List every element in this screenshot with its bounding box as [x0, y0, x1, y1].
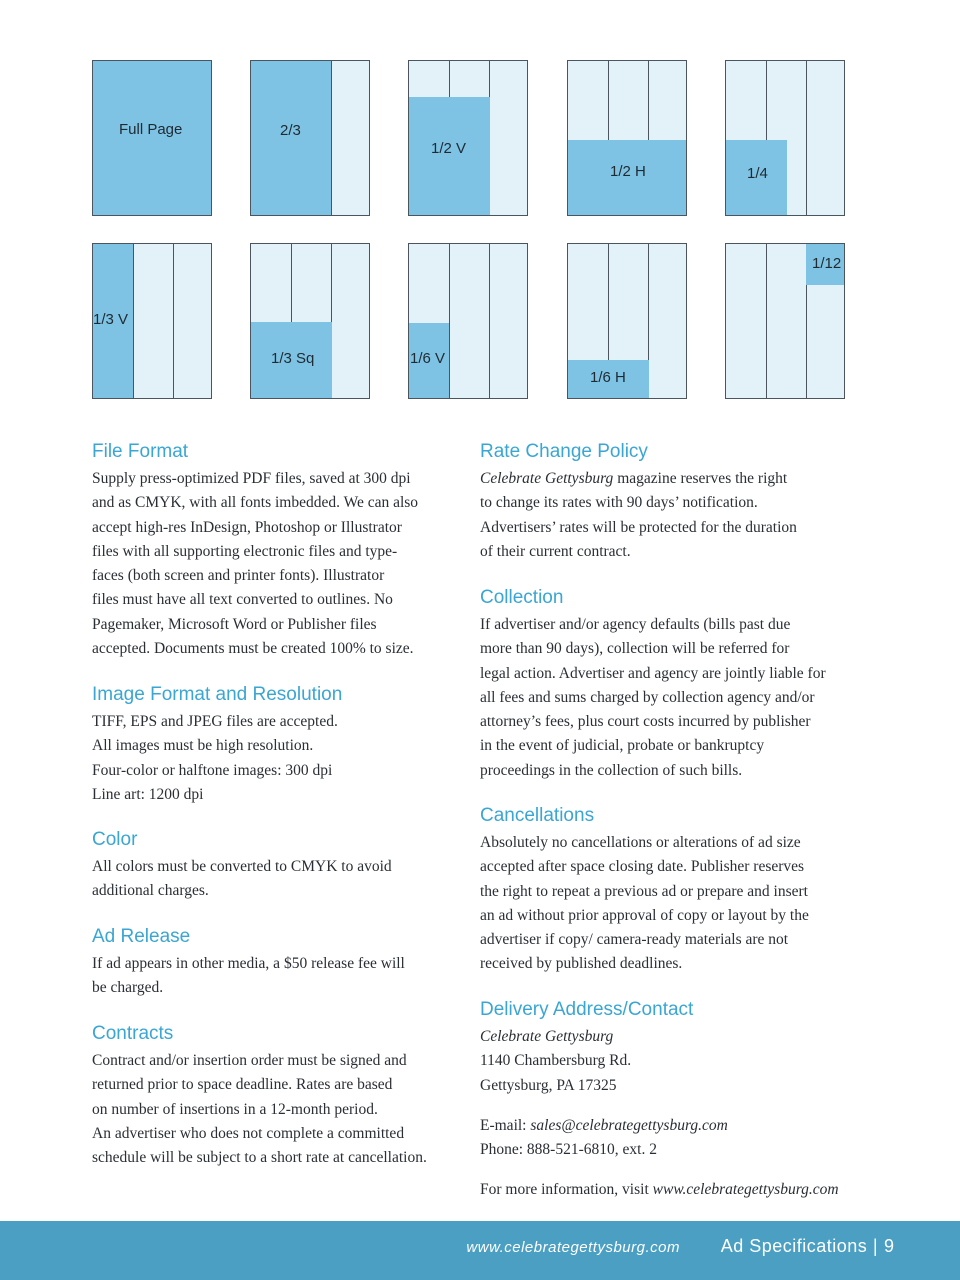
section-body: Celebrate Gettysburg magazine reserves the right to change its rates with 90 days’ notification. Advertisers’ rates will be protected for the duration of their current contract. — [480, 470, 797, 560]
section-body: Contract and/or insertion order must be signed and returned prior to space deadline. Rates are based on number of insertions in a 12-month period. An advertiser who does not complete a committed schedule will be subject to a short rate at cancellation. — [92, 1052, 427, 1167]
section-file-format — [92, 441, 418, 661]
section-body: Supply press-optimized PDF files, saved at 300 dpi and as CMYK, with all fonts imbedded. We can also accept high-res InDesign, Photoshop or Illustrator files with all supporting electronic files and type- faces (both screen and printer fonts). Illustrator files must have all text converted to outlines. No Pagemaker, Microsoft Word or Publisher files accepted. Documents must be created 100% to size. — [92, 470, 419, 658]
delivery-name: Celebrate Gettysburg — [480, 1028, 614, 1045]
ad-size-full-page — [92, 60, 212, 216]
footer-title: Ad Specifications — [720, 1236, 868, 1256]
ad-size-quarter — [725, 60, 845, 216]
section-delivery — [480, 999, 839, 1203]
ad-size-label: 1/3 V — [93, 311, 129, 328]
section-color — [92, 829, 392, 904]
ad-size-label: 1/6 H — [590, 369, 626, 386]
more-info: For more information, visit www.celebrategettysburg.com — [480, 1181, 839, 1199]
page-footer — [0, 1221, 960, 1280]
magazine-name: Celebrate Gettysburg — [480, 470, 614, 487]
section-heading: Delivery Address/Contact — [480, 999, 694, 1020]
section-heading: Ad Release — [92, 926, 191, 947]
ad-fill — [93, 61, 211, 215]
ad-size-label: 1/6 V — [410, 350, 446, 367]
ad-size-half-horizontal — [567, 60, 687, 216]
ad-size-label: 2/3 — [280, 122, 301, 139]
ad-size-third-vertical — [92, 243, 212, 399]
section-heading: Collection — [480, 587, 564, 608]
ad-size-label: 1/3 Sq — [271, 350, 315, 367]
delivery-city: Gettysburg, PA 17325 — [480, 1076, 617, 1094]
ad-size-label: 1/4 — [747, 165, 768, 182]
ad-size-label: 1/12 — [812, 255, 842, 272]
ad-size-two-thirds — [250, 60, 370, 216]
section-heading: Color — [92, 829, 138, 850]
phone-number: Phone: 888-521-6810, ext. 2 — [480, 1141, 657, 1159]
ad-size-label: 1/2 V — [431, 140, 467, 157]
section-heading: File Format — [92, 441, 189, 462]
section-body: If ad appears in other media, a $50 release fee will be charged. — [92, 955, 405, 997]
section-cancellations — [480, 805, 809, 977]
footer-title-block — [721, 1236, 878, 1257]
section-heading: Contracts — [92, 1023, 174, 1044]
section-body: All colors must be converted to CMYK to avoid additional charges. — [92, 858, 392, 900]
section-rate-change — [480, 441, 797, 564]
ad-size-half-vertical — [408, 60, 528, 216]
email-link[interactable]: sales@celebrategettysburg.com — [530, 1116, 728, 1134]
section-collection — [480, 587, 826, 783]
section-heading: Cancellations — [480, 805, 595, 826]
section-body: Absolutely no cancellations or alterations of ad size accepted after space closing date. Publisher reserves the right to repeat a previous ad or prepare and insert an ad without prior approval of copy or layout by the advertiser if copy/ camera-ready materials are not received by published deadlines. — [480, 834, 809, 973]
ad-size-sixth-vertical — [408, 243, 528, 399]
delivery-street: 1140 Chambersburg Rd. — [480, 1052, 632, 1070]
delivery-address — [480, 1025, 839, 1098]
ad-size-third-square — [250, 243, 370, 399]
delivery-contact: E-mail: sales@celebrategettysburg.com Phone: 888-521-6810, ext. 2 — [480, 1114, 839, 1163]
ad-size-label: Full Page — [119, 121, 183, 138]
footer-separator: | — [872, 1236, 878, 1256]
section-body: TIFF, EPS and JPEG files are accepted. All images must be high resolution. Four-color or halftone images: 300 dpi Line art: 1200 dpi — [92, 713, 338, 803]
ad-size-label: 1/2 H — [610, 163, 646, 180]
ad-size-sixth-horizontal — [567, 243, 687, 399]
section-body: If advertiser and/or agency defaults (bills past due more than 90 days), collection will be referred for legal action. Advertiser and agency are jointly liable for all fees and sums charged by collection agency and/or attorney’s fees, plus court costs incurred by publisher in the event of judicial, probate or bankruptcy proceedings in the collection of such bills. — [480, 616, 826, 779]
section-ad-release — [92, 926, 405, 1001]
section-heading: Image Format and Resolution — [92, 684, 343, 705]
section-heading: Rate Change Policy — [480, 441, 648, 462]
website-link[interactable]: www.celebrategettysburg.com — [652, 1181, 839, 1199]
section-image-format — [92, 684, 342, 807]
ad-size-twelfth — [725, 243, 845, 399]
page-number: 9 — [884, 1236, 895, 1256]
footer-url[interactable]: www.celebrategettysburg.com — [466, 1239, 680, 1256]
section-contracts — [92, 1023, 427, 1170]
